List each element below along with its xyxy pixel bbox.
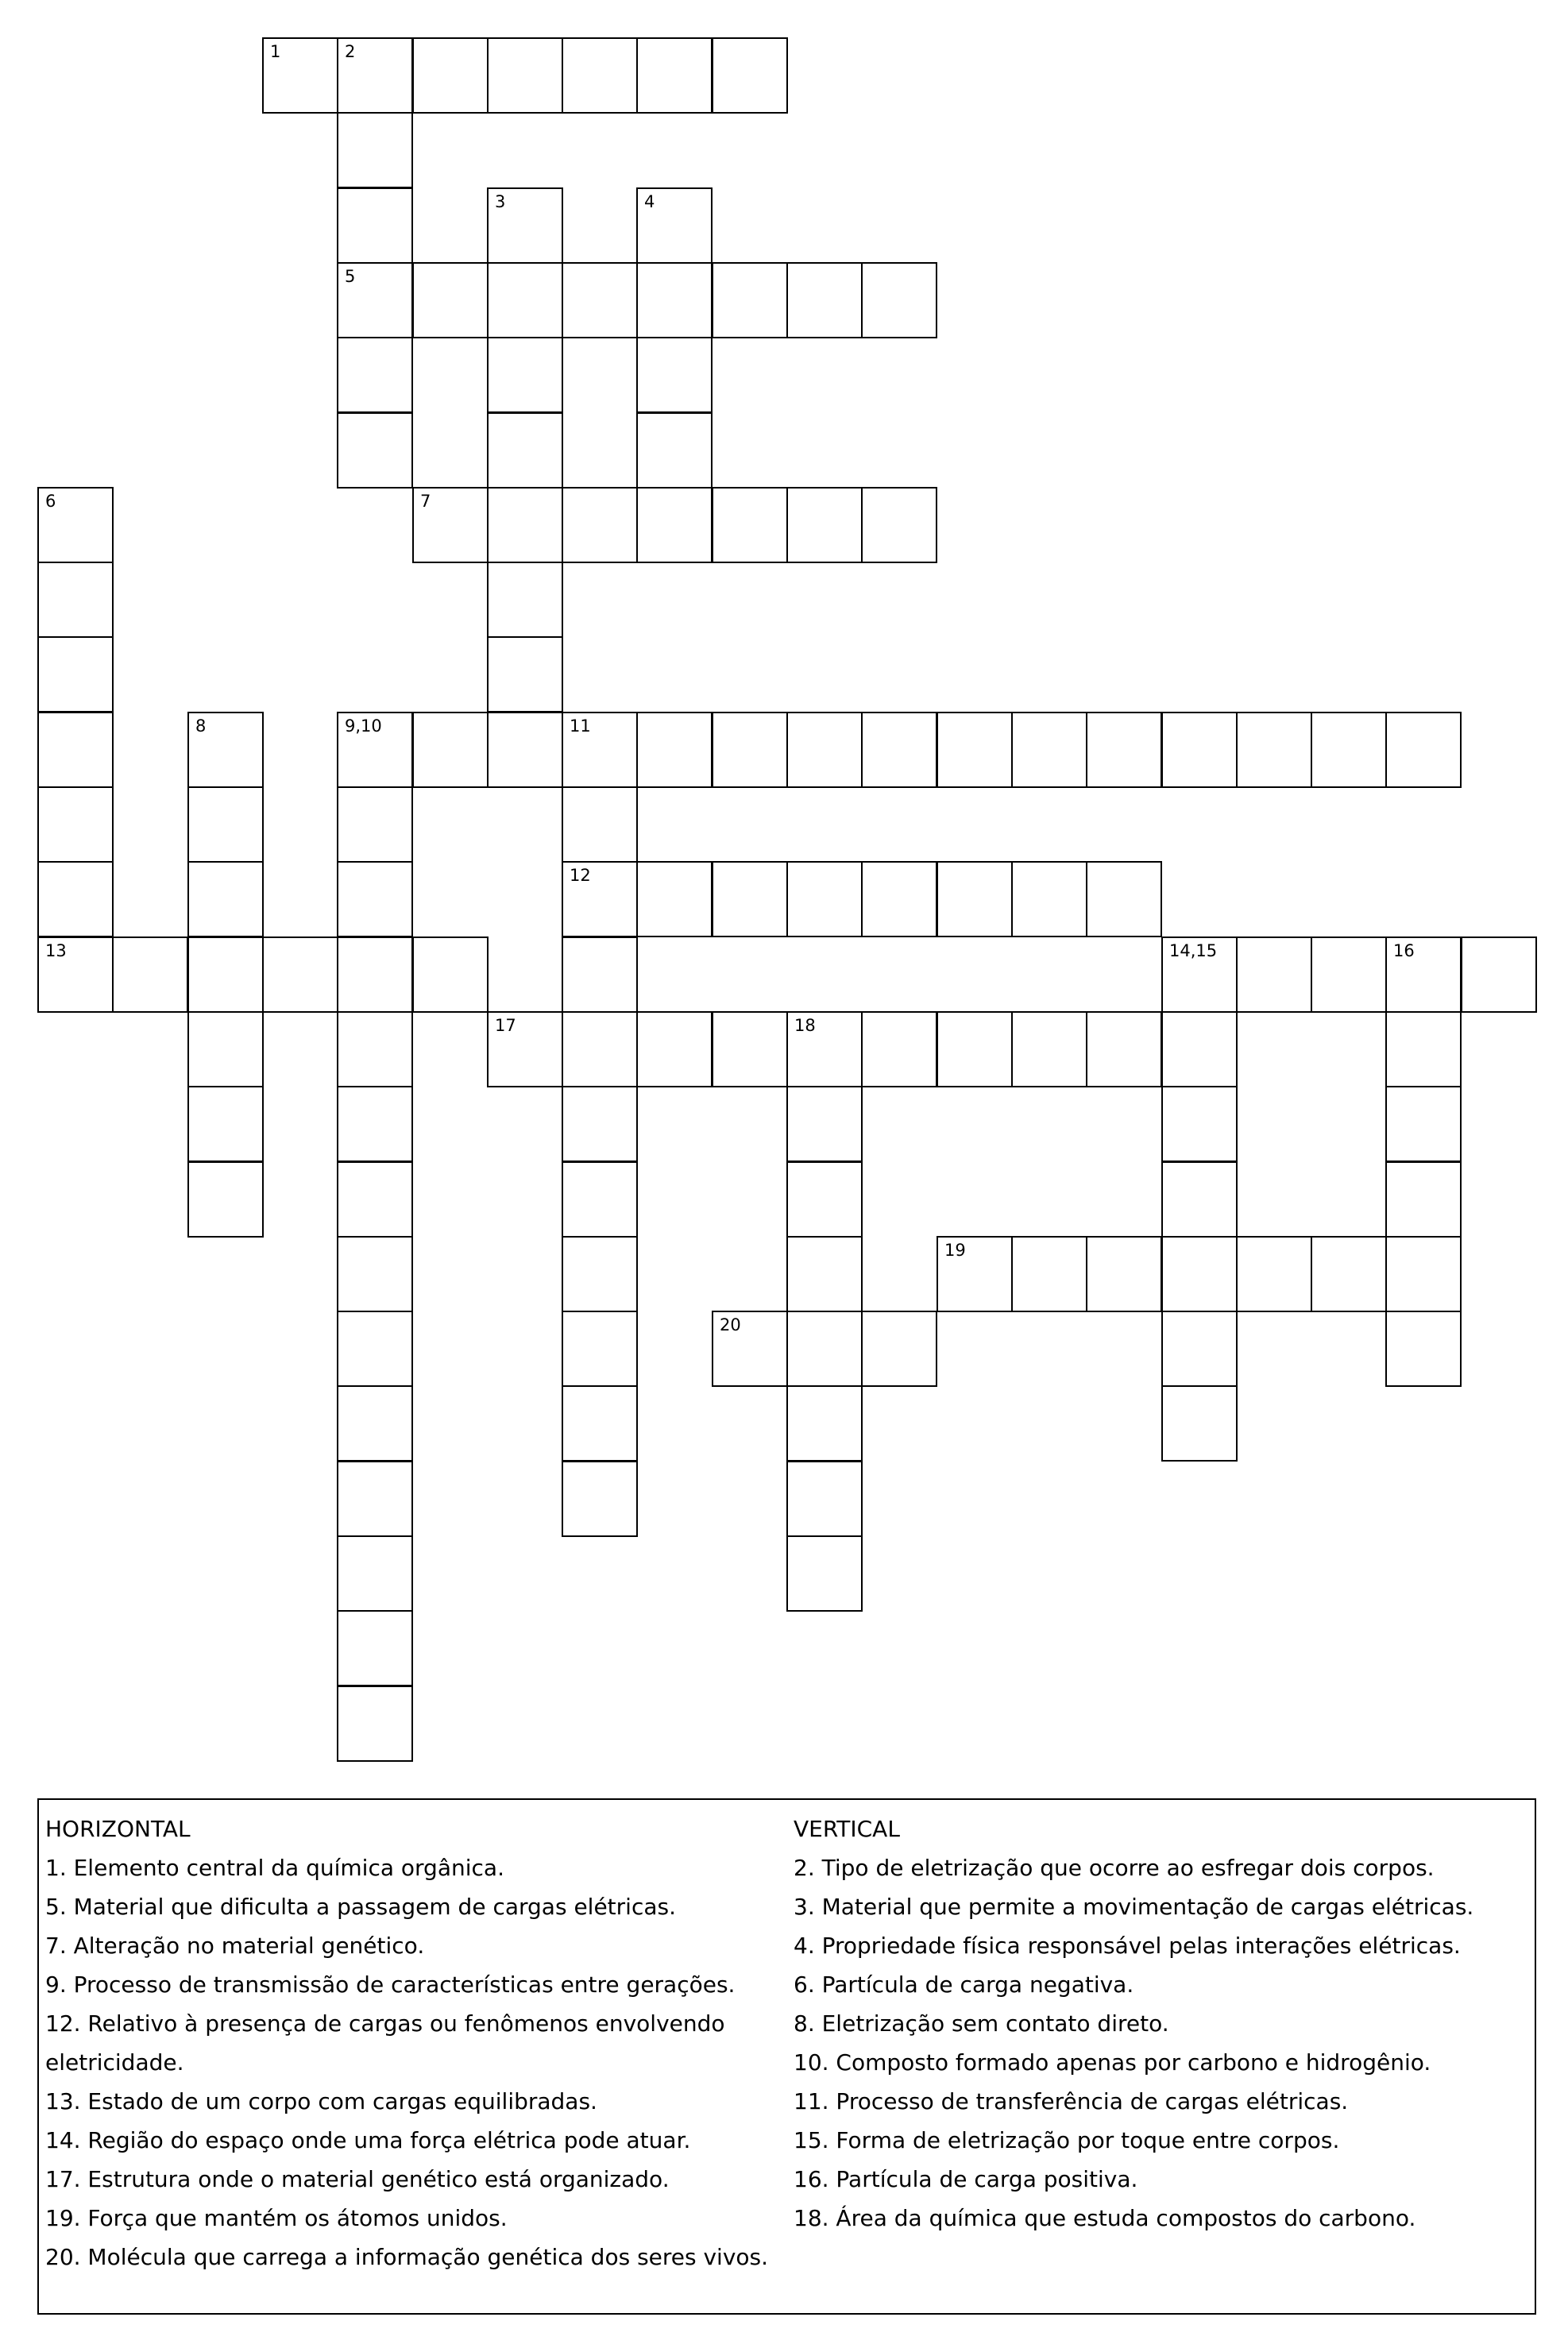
grid-cell[interactable]: [487, 262, 563, 338]
grid-cell[interactable]: [937, 712, 1013, 788]
grid-cell[interactable]: [1385, 1011, 1462, 1087]
grid-cell[interactable]: [562, 487, 638, 563]
grid-cell[interactable]: [562, 37, 638, 114]
grid-cell[interactable]: [1086, 712, 1162, 788]
clue-h-13: 13. Estado de um corpo com cargas equilibradas.: [45, 2088, 597, 2114]
grid-cell[interactable]: [487, 636, 563, 713]
grid-cell[interactable]: [1011, 1011, 1087, 1087]
grid-cell[interactable]: [712, 487, 788, 563]
grid-cell[interactable]: [337, 786, 413, 863]
grid-cell[interactable]: [1086, 1011, 1162, 1087]
grid-cell[interactable]: [562, 936, 638, 1013]
grid-cell[interactable]: [1011, 712, 1087, 788]
grid-cell[interactable]: [1311, 712, 1387, 788]
grid-cell[interactable]: [712, 1311, 788, 1387]
grid-cell[interactable]: [636, 487, 713, 563]
clue-number: 16: [1393, 941, 1415, 960]
grid-cell[interactable]: [1385, 1236, 1462, 1312]
grid-cell[interactable]: [337, 1086, 413, 1162]
grid-cell[interactable]: [1161, 1385, 1238, 1462]
grid-cell[interactable]: [786, 262, 863, 338]
grid-cell[interactable]: [337, 112, 413, 188]
grid-cell[interactable]: [337, 1461, 413, 1537]
grid-cell[interactable]: [187, 861, 264, 937]
grid-cell[interactable]: [562, 786, 638, 863]
grid-cell[interactable]: [37, 487, 114, 563]
grid-cell[interactable]: [636, 187, 713, 264]
grid-cell[interactable]: [562, 1385, 638, 1462]
grid-cell[interactable]: [636, 712, 713, 788]
grid-cell[interactable]: [937, 1011, 1013, 1087]
grid-cell[interactable]: [337, 337, 413, 413]
clue-h-17: 17. Estrutura onde o material genético está organizado.: [45, 2166, 670, 2192]
clue-h-7: 7. Alteração no material genético.: [45, 1933, 425, 1959]
grid-cell[interactable]: [562, 1236, 638, 1312]
grid-cell[interactable]: [562, 1311, 638, 1387]
grid-cell[interactable]: [1385, 712, 1462, 788]
grid-cell[interactable]: [487, 562, 563, 638]
grid-cell[interactable]: [786, 1311, 863, 1387]
grid-cell[interactable]: [337, 412, 413, 489]
grid-cell[interactable]: [861, 1311, 937, 1387]
clue-number: 3: [495, 192, 506, 211]
grid-cell[interactable]: [562, 1461, 638, 1537]
grid-cell[interactable]: [1161, 712, 1238, 788]
clue-v-10: 10. Composto formado apenas por carbono e hidrogênio.: [794, 2049, 1431, 2076]
grid-cell[interactable]: [1086, 861, 1162, 937]
vertical-clues: [794, 1809, 1524, 2238]
grid-cell[interactable]: [262, 37, 338, 114]
grid-cell[interactable]: [187, 1086, 264, 1162]
grid-cell[interactable]: [1161, 1311, 1238, 1387]
grid-cell[interactable]: [112, 936, 188, 1013]
grid-cell[interactable]: [187, 712, 264, 788]
grid-cell[interactable]: [187, 936, 264, 1013]
grid-cell[interactable]: [37, 562, 114, 638]
grid-cell[interactable]: [1161, 936, 1238, 1013]
grid-cell[interactable]: [1385, 936, 1462, 1013]
clue-number: 8: [195, 716, 207, 736]
clue-v-15: 15. Forma de eletrização por toque entre corpos.: [794, 2127, 1340, 2153]
clue-number: 2: [345, 42, 356, 61]
grid-cell[interactable]: [337, 1161, 413, 1238]
grid-cell[interactable]: [712, 712, 788, 788]
clue-number: 19: [944, 1241, 966, 1260]
clue-v-3: 3. Material que permite a movimentação de cargas elétricas.: [794, 1894, 1474, 1920]
grid-cell[interactable]: [1086, 1236, 1162, 1312]
clue-number: 14,15: [1169, 941, 1218, 960]
grid-cell[interactable]: [487, 187, 563, 264]
clue-h-12: 12. Relativo à presença de cargas ou fenômenos envolvendo eletricidade.: [45, 2010, 725, 2076]
grid-cell[interactable]: [1311, 1236, 1387, 1312]
grid-cell[interactable]: [1385, 1161, 1462, 1238]
grid-cell[interactable]: [562, 1086, 638, 1162]
grid-cell[interactable]: [337, 1610, 413, 1686]
clue-v-6: 6. Partícula de carga negativa.: [794, 1971, 1134, 1998]
vertical-heading: VERTICAL: [794, 1816, 900, 1842]
clue-number: 17: [495, 1016, 516, 1035]
clue-number: 5: [345, 267, 356, 286]
grid-cell[interactable]: [337, 861, 413, 937]
grid-cell[interactable]: [337, 187, 413, 264]
clue-number: 12: [570, 866, 591, 885]
grid-cell[interactable]: [487, 37, 563, 114]
clue-number: 4: [644, 192, 655, 211]
grid-cell[interactable]: [187, 1161, 264, 1238]
grid-cell[interactable]: [187, 786, 264, 863]
clue-number: 13: [45, 941, 67, 960]
clue-number: 11: [570, 716, 591, 736]
clue-h-1: 1. Elemento central da química orgânica.: [45, 1855, 504, 1881]
clue-v-2: 2. Tipo de eletrização que ocorre ao esfregar dois corpos.: [794, 1855, 1435, 1881]
grid-cell[interactable]: [337, 262, 413, 338]
grid-cell[interactable]: [861, 861, 937, 937]
clue-number: 9,10: [345, 716, 382, 736]
grid-cell[interactable]: [1236, 712, 1312, 788]
grid-cell[interactable]: [337, 1385, 413, 1462]
grid-cell[interactable]: [636, 262, 713, 338]
grid-cell[interactable]: [1161, 1086, 1238, 1162]
grid-cell[interactable]: [337, 1686, 413, 1762]
grid-cell[interactable]: [337, 37, 413, 114]
grid-cell[interactable]: [861, 487, 937, 563]
grid-cell[interactable]: [337, 1535, 413, 1612]
grid-cell[interactable]: [786, 712, 863, 788]
clue-v-8: 8. Eletrização sem contato direto.: [794, 2010, 1169, 2037]
grid-cell[interactable]: [487, 337, 563, 413]
grid-cell[interactable]: [636, 1011, 713, 1087]
grid-cell[interactable]: [37, 936, 114, 1013]
clue-number: 20: [720, 1315, 741, 1334]
grid-cell[interactable]: [562, 1011, 638, 1087]
grid-cell[interactable]: [786, 1385, 863, 1462]
clue-number: 6: [45, 492, 56, 511]
grid-cell[interactable]: [562, 1161, 638, 1238]
horizontal-clues: [45, 1809, 784, 2277]
clue-h-19: 19. Força que mantém os átomos unidos.: [45, 2205, 508, 2231]
grid-cell[interactable]: [487, 412, 563, 489]
grid-cell[interactable]: [786, 1461, 863, 1537]
grid-cell[interactable]: [1161, 1161, 1238, 1238]
grid-cell[interactable]: [786, 487, 863, 563]
grid-cell[interactable]: [412, 262, 489, 338]
clue-v-11: 11. Processo de transferência de cargas elétricas.: [794, 2088, 1349, 2114]
grid-cell[interactable]: [337, 1311, 413, 1387]
clue-h-5: 5. Material que dificulta a passagem de cargas elétricas.: [45, 1894, 676, 1920]
clue-v-16: 16. Partícula de carga positiva.: [794, 2166, 1138, 2192]
grid-cell[interactable]: [412, 936, 489, 1013]
grid-cell[interactable]: [861, 1011, 937, 1087]
grid-cell[interactable]: [786, 1011, 863, 1087]
grid-cell[interactable]: [562, 262, 638, 338]
grid-cell[interactable]: [1011, 1236, 1087, 1312]
grid-cell[interactable]: [786, 1236, 863, 1312]
grid-cell[interactable]: [487, 712, 563, 788]
grid-cell[interactable]: [1236, 936, 1312, 1013]
grid-cell[interactable]: [487, 487, 563, 563]
grid-cell[interactable]: [786, 1161, 863, 1238]
clue-number: 18: [794, 1016, 816, 1035]
grid-cell[interactable]: [187, 1011, 264, 1087]
grid-cell[interactable]: [487, 1011, 563, 1087]
grid-cell[interactable]: [37, 786, 114, 863]
grid-cell[interactable]: [337, 1011, 413, 1087]
grid-cell[interactable]: [786, 1086, 863, 1162]
grid-cell[interactable]: [562, 861, 638, 937]
grid-cell[interactable]: [1461, 936, 1537, 1013]
grid-cell[interactable]: [636, 861, 713, 937]
grid-cell[interactable]: [712, 37, 788, 114]
grid-cell[interactable]: [937, 1236, 1013, 1312]
grid-cell[interactable]: [337, 712, 413, 788]
grid-cell[interactable]: [712, 1011, 788, 1087]
grid-cell[interactable]: [786, 1535, 863, 1612]
grid-cell[interactable]: [1385, 1311, 1462, 1387]
grid-cell[interactable]: [1011, 861, 1087, 937]
clue-v-4: 4. Propriedade física responsável pelas interações elétricas.: [794, 1933, 1461, 1959]
clues-box: [37, 1798, 1536, 2315]
grid-cell[interactable]: [1236, 1236, 1312, 1312]
grid-cell[interactable]: [1311, 936, 1387, 1013]
grid-cell[interactable]: [37, 636, 114, 713]
clue-h-20: 20. Molécula que carrega a informação genética dos seres vivos.: [45, 2244, 769, 2270]
grid-cell[interactable]: [786, 861, 863, 937]
grid-cell[interactable]: [937, 861, 1013, 937]
grid-cell[interactable]: [636, 412, 713, 489]
clue-number: 7: [420, 492, 431, 511]
clue-h-14: 14. Região do espaço onde uma força elétrica pode atuar.: [45, 2127, 691, 2153]
grid-cell[interactable]: [412, 37, 489, 114]
grid-cell[interactable]: [337, 1236, 413, 1312]
grid-cell[interactable]: [636, 37, 713, 114]
clue-number: 1: [270, 42, 281, 61]
horizontal-heading: HORIZONTAL: [45, 1816, 191, 1842]
grid-cell[interactable]: [562, 712, 638, 788]
grid-cell[interactable]: [712, 262, 788, 338]
grid-cell[interactable]: [37, 712, 114, 788]
clue-h-9: 9. Processo de transmissão de características entre gerações.: [45, 1971, 736, 1998]
grid-cell[interactable]: [412, 712, 489, 788]
grid-cell[interactable]: [337, 936, 413, 1013]
grid-cell[interactable]: [861, 712, 937, 788]
grid-cell[interactable]: [1385, 1086, 1462, 1162]
grid-cell[interactable]: [861, 262, 937, 338]
clue-v-18: 18. Área da química que estuda compostos do carbono.: [794, 2205, 1416, 2231]
grid-cell[interactable]: [412, 487, 489, 563]
grid-cell[interactable]: [1161, 1011, 1238, 1087]
grid-cell[interactable]: [636, 337, 713, 413]
grid-cell[interactable]: [37, 861, 114, 937]
grid-cell[interactable]: [262, 936, 338, 1013]
grid-cell[interactable]: [1161, 1236, 1238, 1312]
grid-cell[interactable]: [712, 861, 788, 937]
